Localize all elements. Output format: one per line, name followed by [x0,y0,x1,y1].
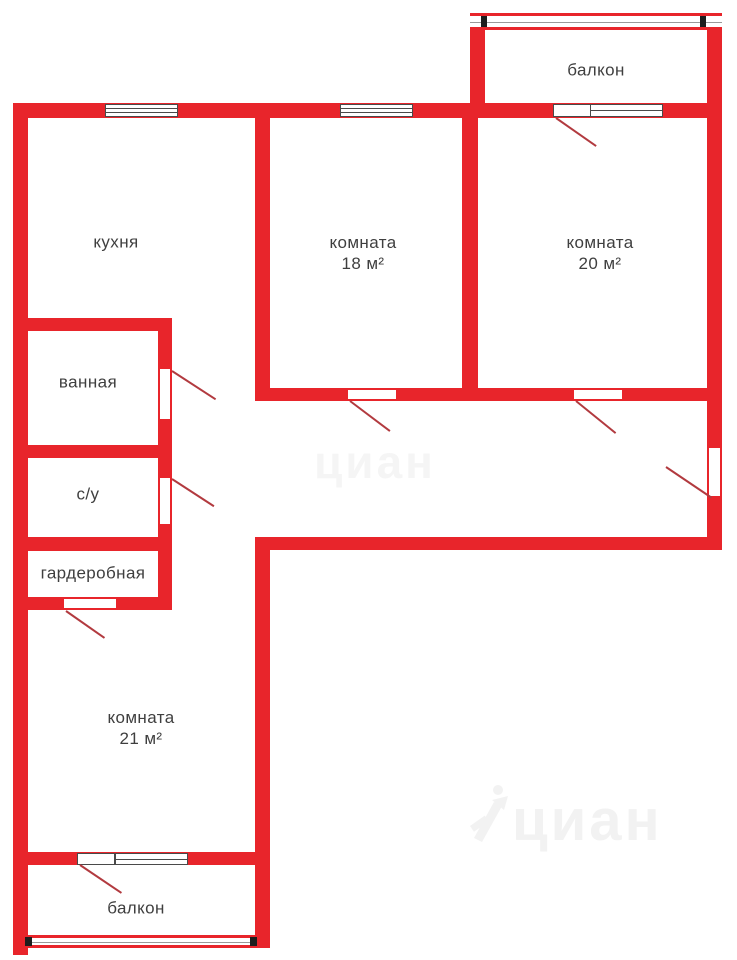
label-room20 [566,232,633,274]
room-area: 21 м² [119,729,163,748]
room20-balcony-window [590,104,663,117]
wall-room21-right [255,537,270,948]
balcony-bottom-railing-window [25,935,257,948]
wc-door-leaf [159,477,171,525]
room-name: комната [566,233,634,252]
window-mullion [25,942,257,943]
label-room18 [329,232,396,274]
wall-leftcolumn-right [158,318,172,610]
room20-balcony-door-swing [555,117,596,147]
room18-door-leaf [347,389,397,400]
room18-window [340,104,413,117]
balcony-top-railing-window [470,13,722,30]
wardrobe-door-swing [65,610,105,639]
wc-door-swing [171,478,214,507]
room18-door-swing [349,400,390,432]
window-mullion [470,22,722,23]
wall-corridor-bottom [255,537,722,550]
wall-room18-room20-divider [462,103,478,401]
label-balcony-top: балкон [567,60,625,80]
kitchen-window [105,104,178,117]
bathroom-door-swing [171,370,216,400]
label-wardrobe: гардеробная [40,563,146,583]
watermark-brand [468,782,663,853]
bathroom-door-leaf [159,368,171,420]
window-end-cap [481,16,487,27]
label-kitchen: кухня [93,232,139,252]
label-wc: с/у [76,484,100,504]
watermark-center: циан [314,436,436,488]
room-area: 20 м² [578,254,622,273]
wall-left-outer [13,103,28,955]
room20-door-leaf [573,389,623,400]
room21-balcony-door-leaf [77,853,115,865]
room-area: 18 м² [341,254,385,273]
label-room21 [107,707,174,749]
room20-balcony-door-leaf [553,104,591,117]
wall-kitchen-bottom [13,318,172,331]
room-name: комната [329,233,397,252]
room20-door-swing [575,400,616,434]
entrance-door-leaf [708,447,721,497]
label-bathroom: ванная [58,372,118,392]
entrance-door-swing [665,466,712,498]
window-end-cap [700,16,706,27]
watermark-brand-text: циан [512,788,663,853]
label-balcony-bottom: балкон [107,898,165,918]
wall-room18-left [255,103,270,401]
wardrobe-door-leaf [63,598,117,609]
wall-rooms-bottom [255,388,722,401]
room21-balcony-window [115,853,188,865]
window-end-cap [250,937,257,946]
wall-wc-wardrobe-divider [13,537,172,551]
window-end-cap [25,937,32,946]
room-name: комната [107,708,175,727]
room21-balcony-door-swing [79,864,122,894]
cian-logo-icon [468,782,512,846]
wall-bath-wc-divider [13,445,172,458]
